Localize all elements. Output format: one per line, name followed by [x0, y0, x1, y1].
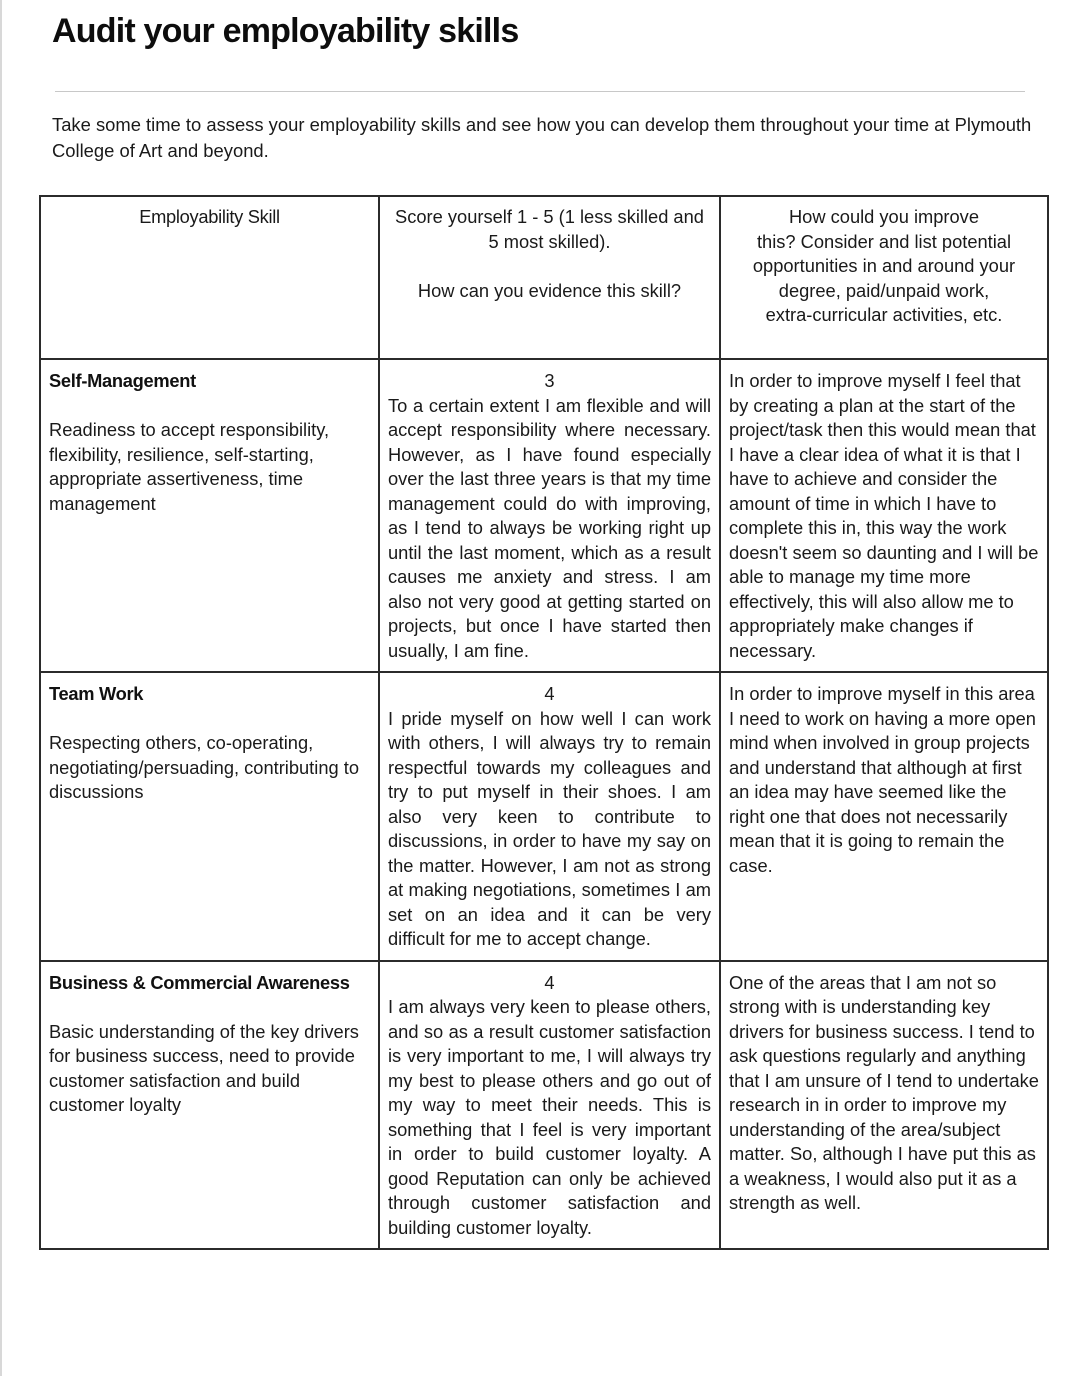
header-improvement: [720, 196, 1048, 359]
skill-description: Respecting others, co-operating, negotiating/persuading, contributing to discussions: [49, 732, 359, 802]
skill-evidence: To a certain extent I am flexible and will accept responsibility where necessary. However, as I have found especially over the last three years is that my time management could do with improving, as I tend to always be working right up until the last moment, which as a result causes me anxiety and stress. I am also not very good at getting started on projects, but once I have started then usually, I am fine.: [388, 394, 711, 661]
page-title: Audit your employability skills: [52, 12, 519, 50]
skill-cell: [40, 961, 379, 1250]
header-improvement-line: extra-curricular activities, etc.: [765, 304, 1003, 325]
skill-improvement: In order to improve myself I feel that by creating a plan at the start of the project/task then this would mean that I have a clear idea of what it is that I have to achieve and consider the amount of time in which I have to complete this in, this way the work doesn't seem so daunting and I will be able to manage my time more effectively, this will also allow me to appropriately make changes if necessary.: [729, 370, 1039, 661]
header-improvement-line: this? Consider and list potential: [756, 230, 1012, 252]
header-score-evidence: [379, 196, 720, 359]
intro-paragraph: Take some time to assess your employability skills and see how you can develop them throughout your time at Plymouth College of Art and beyond.: [52, 114, 1032, 161]
skill-improvement: In order to improve myself in this area I need to work on having a more open mind when involved in group projects and understand that although at first an idea may have seemed like the right one that does not necessarily mean that it is going to remain the case.: [729, 683, 1036, 876]
header-employability-skill: Employability Skill: [40, 196, 379, 359]
skill-description: Basic understanding of the key drivers for business success, need to provide customer satisfaction and build customer loyalty: [49, 1020, 359, 1115]
skill-evidence: I am always very keen to please others, and so as a result customer satisfaction is very important to me, I will always try my best to please others and go out of my way to meet their needs. This is something that I feel is very important in order to build customer loyalty. A good Reputation can only be achieved through customer satisfaction and building customer loyalty.: [388, 996, 711, 1238]
evidence-cell: [379, 961, 720, 1250]
skill-score: 4: [544, 683, 555, 704]
page-edge: [0, 0, 2, 1376]
skill-evidence: I pride myself on how well I can work with others, I will always try to remain respectful towards my colleagues and try to put myself in their shoes. I am also very keen to contribute to discussions, in order to have my say on the matter. However, I am not as strong at making negotiations, sometimes I am set on an idea and it can be very difficult for me to accept change.: [388, 707, 711, 949]
improvement-cell: [720, 359, 1048, 672]
header-score-instruction: Score yourself 1 - 5 (1 less skilled and 5 most skilled).: [395, 206, 704, 252]
skill-name: Self-Management: [49, 370, 196, 391]
skill-name: Business & Commercial Awareness: [49, 971, 350, 993]
skill-name: Team Work: [49, 683, 144, 704]
skills-audit-table: [39, 195, 1049, 1250]
skill-cell: [40, 359, 379, 672]
table-header-row: [40, 196, 1048, 359]
improvement-cell: [720, 961, 1048, 1250]
header-improvement-line: How could you improve: [788, 206, 979, 227]
table-row: [40, 672, 1048, 961]
skill-score: 4: [544, 971, 555, 993]
table-row: [40, 961, 1048, 1250]
skill-score: 3: [544, 370, 555, 391]
table-row: [40, 359, 1048, 672]
header-improvement-line: opportunities in and around your: [752, 255, 1016, 276]
evidence-cell: [379, 672, 720, 961]
skill-cell: [40, 672, 379, 961]
evidence-cell: [379, 359, 720, 672]
skill-description: Readiness to accept responsibility, flexibility, resilience, self-starting, appropriate assertiveness, time management: [49, 419, 330, 514]
skill-improvement: One of the areas that I am not so strong with is understanding key drivers for business success. I tend to ask questions regularly and anything that I am unsure of I tend to undertake research in in order to improve my understanding of the area/subject matter. So, although I have put this as a weakness, I would also put it as a strength as well.: [729, 971, 1039, 1213]
header-improvement-line: degree, paid/unpaid work,: [778, 279, 990, 301]
header-evidence-question: How can you evidence this skill?: [417, 279, 682, 301]
improvement-cell: [720, 672, 1048, 961]
title-divider: [55, 91, 1025, 92]
